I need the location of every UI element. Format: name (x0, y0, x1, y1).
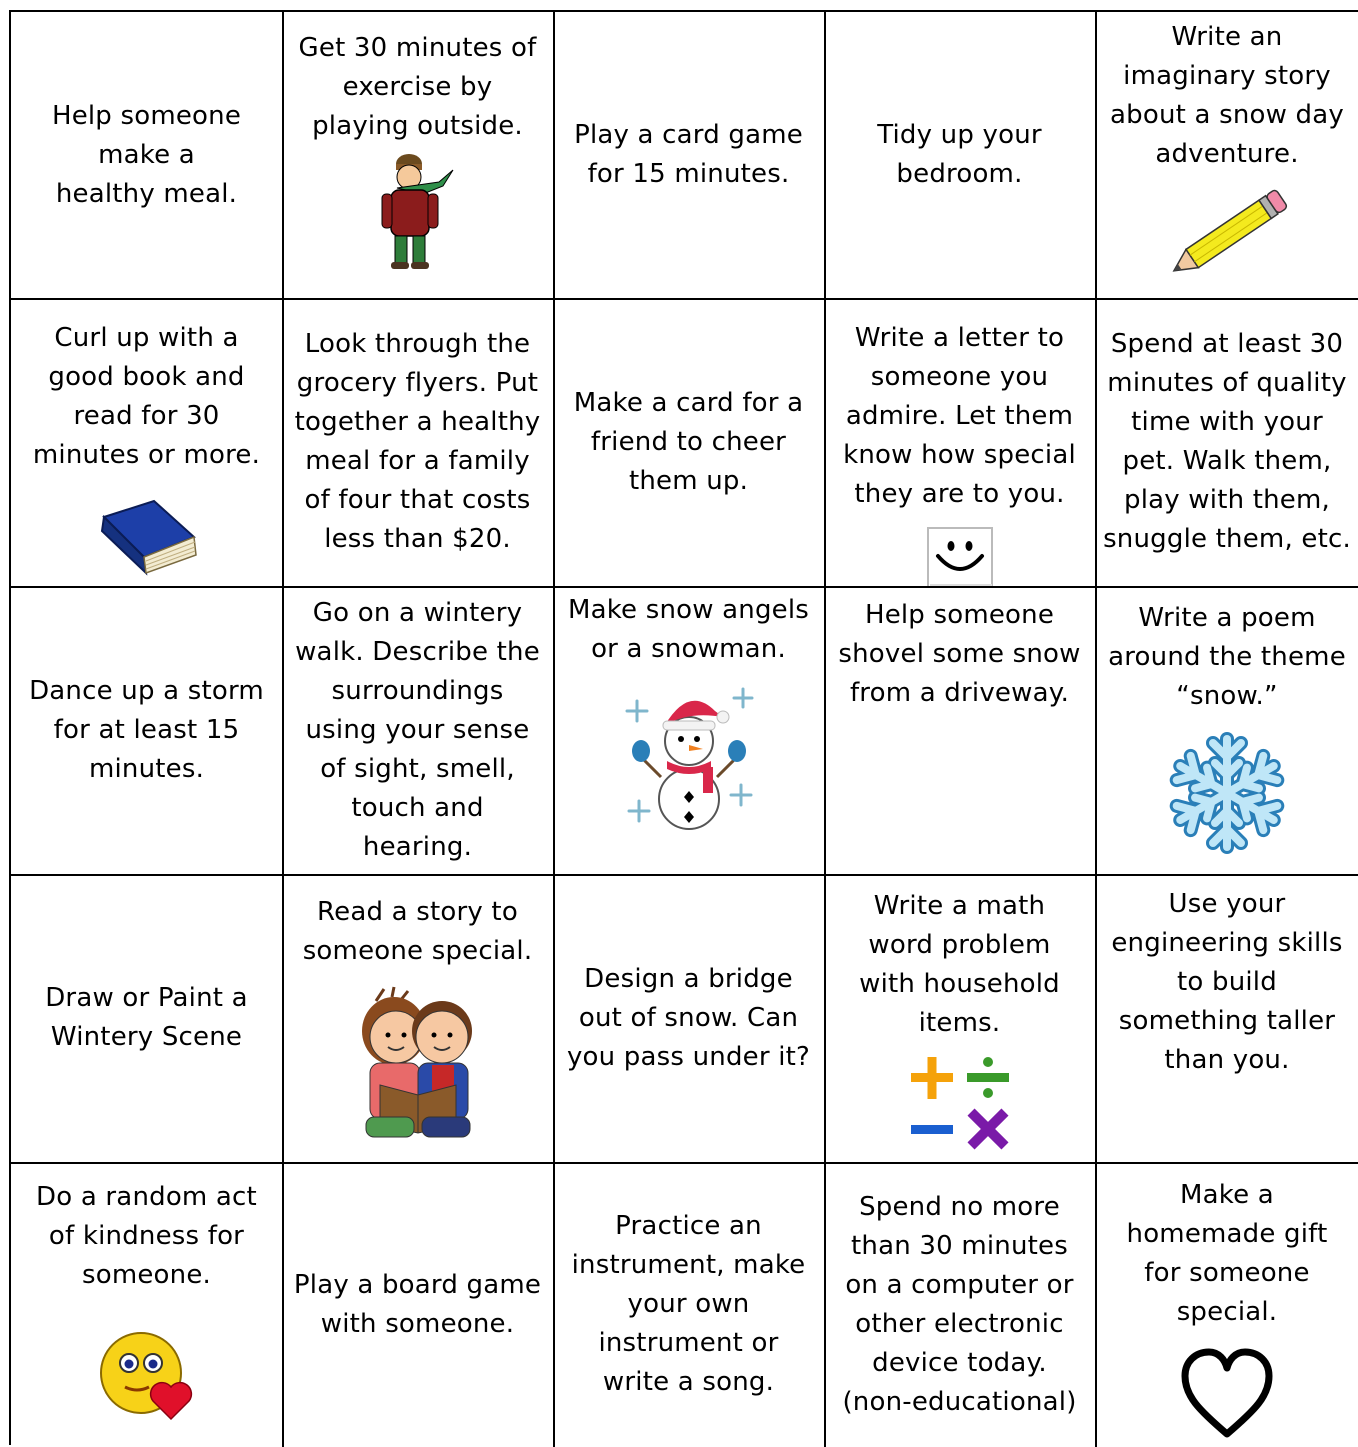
activity-cell-shovel (824, 586, 1097, 876)
pencil-icon (1157, 188, 1297, 282)
cell-text: Get 30 minutes of exercise by playing outside. (298, 33, 537, 141)
activity-cell-wintery-walk (282, 586, 555, 876)
activity-grid (9, 10, 1358, 1445)
activity-cell-kindness (11, 1162, 284, 1447)
cell-text: Spend at least 30 minutes of quality time with your pet. Walk them, play with them, snuggle them, etc. (1103, 329, 1351, 554)
activity-cell-letter (824, 298, 1097, 588)
cell-text: Use your engineering skills to build something taller than you. (1111, 889, 1343, 1075)
cell-text: Draw or Paint a Wintery Scene (45, 983, 248, 1052)
cell-text: Read a story to someone special. (302, 897, 533, 966)
activity-cell-draw-paint (11, 874, 284, 1164)
cell-text: Practice an instrument, make your own instrument or write a song. (571, 1211, 806, 1397)
activity-cell-homemade-gift (1095, 1162, 1358, 1447)
cell-text: Play a board game with someone. (293, 1269, 542, 1339)
activity-cell-dance (11, 586, 284, 876)
cell-text: Write a letter to someone you admire. Let them know how special they are to you. (843, 323, 1076, 509)
cell-text: Write an imaginary story about a snow day adventure. (1110, 22, 1344, 169)
smiley-icon (926, 526, 994, 588)
snowflake-icon (1155, 730, 1299, 856)
cell-text: Tidy up your bedroom. (877, 120, 1042, 189)
cell-text: Help someone make a healthy meal. (51, 100, 242, 209)
activity-cell-read-story (282, 874, 555, 1164)
cell-text: Do a random act of kindness for someone. (36, 1182, 257, 1290)
cell-text: Make a homemade gift for someone special. (1126, 1180, 1328, 1327)
activity-cell-grocery (282, 298, 555, 588)
heart-smiley-icon (97, 1329, 197, 1421)
activity-cell-pet (1095, 298, 1358, 588)
cell-text: Write a math word problem with household items. (859, 891, 1060, 1038)
cell-text: Help someone shovel some snow from a driveway. (838, 600, 1081, 708)
activity-cell-poem (1095, 586, 1358, 876)
activity-cell-make-card (553, 298, 826, 588)
activity-cell-snow-angels (553, 586, 826, 876)
activity-cell-engineering (1095, 874, 1358, 1164)
cell-text: Make snow angels or a snowman. (567, 595, 810, 664)
activity-cell-card-game (553, 12, 826, 300)
activity-cell-tidy (824, 12, 1097, 300)
cell-text: Curl up with a good book and read for 30 minutes or more. (32, 323, 261, 470)
book-icon (94, 497, 200, 577)
activity-cell-board-game (282, 1162, 555, 1447)
cell-text: Design a bridge out of snow. Can you pass under it? (566, 963, 811, 1072)
activity-cell-story (1095, 12, 1358, 300)
math-symbols-icon (909, 1057, 1011, 1153)
cell-text: Dance up a storm for at least 15 minutes. (29, 675, 264, 784)
cell-text: Spend no more than 30 minutes on a computer or other electronic device today. (non-educational) (842, 1191, 1077, 1417)
cell-text: Look through the grocery flyers. Put together a healthy meal for a family of four that costs less than $20. (294, 329, 541, 554)
cell-text: Go on a wintery walk. Describe the surroundings using your sense of sight, smell, touch and hearing. (295, 597, 540, 862)
activity-cell-screen-time (824, 1162, 1097, 1447)
heart-outline-icon (1179, 1348, 1275, 1440)
activity-cell-math (824, 874, 1097, 1164)
cell-text: Make a card for a friend to cheer them up. (573, 387, 804, 496)
cell-text: Write a poem around the theme “snow.” (1108, 603, 1346, 711)
cell-text: Play a card game for 15 minutes. (574, 120, 803, 189)
activity-cell-bridge (553, 874, 826, 1164)
kid-winter-icon (373, 152, 463, 274)
kids-reading-icon (356, 985, 480, 1145)
activity-cell-read-book (11, 298, 284, 588)
activity-cell-instrument (553, 1162, 826, 1447)
snowman-icon (619, 681, 759, 837)
activity-cell-exercise (282, 12, 555, 300)
activity-cell-help-meal (11, 12, 284, 300)
